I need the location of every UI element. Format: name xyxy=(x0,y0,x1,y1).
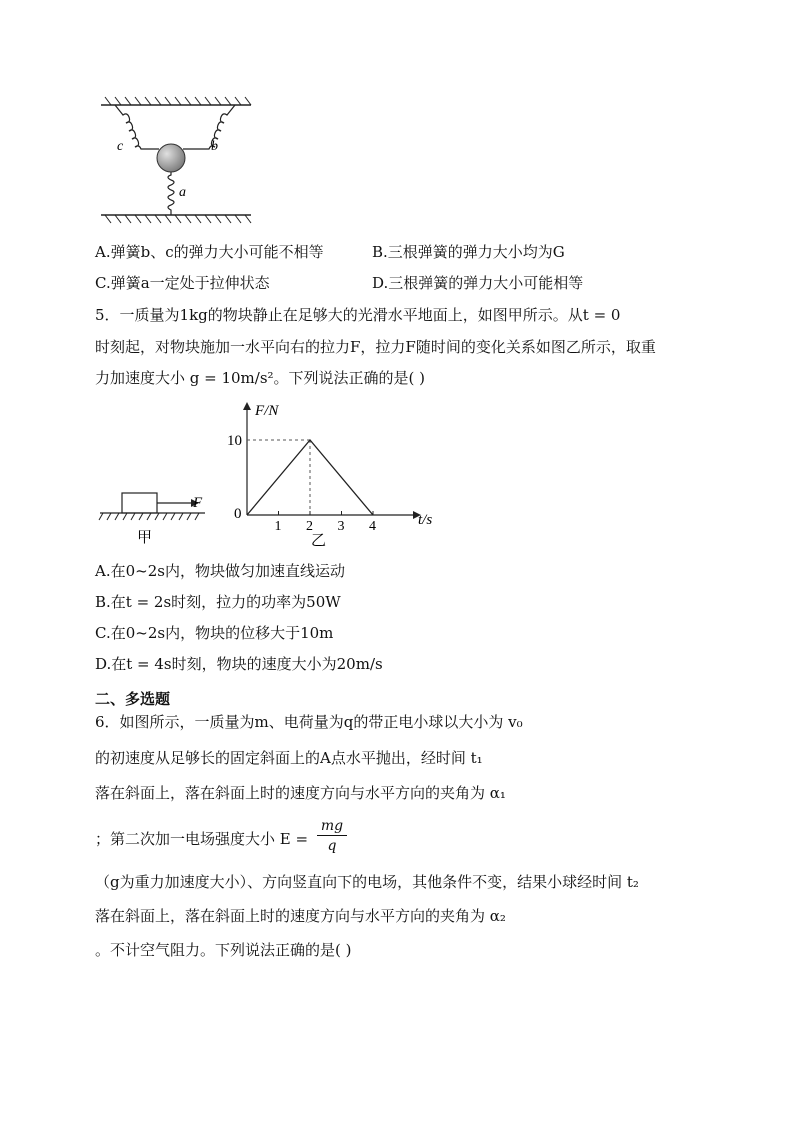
chart-title: 乙 xyxy=(311,533,327,549)
q5-option-b: B.在t = 2s时刻，拉力的功率为50W xyxy=(95,593,341,611)
x-tick-label-4: 4 xyxy=(369,519,376,534)
q6-line-2: 的初速度从足够长的固定斜面上的A点水平抛出，经时间 t₁ xyxy=(95,749,483,767)
q6-line-7: 。不计空气阻力。下列说法正确的是( ) xyxy=(95,941,352,959)
force-label-f: F xyxy=(193,495,203,511)
spring-ball-figure xyxy=(95,95,265,230)
q5-option-a: A.在0~2s内，物块做匀加速直线运动 xyxy=(95,562,345,580)
fraction-denominator: q xyxy=(327,838,337,854)
q4-option-a: A.弹簧b、c的弹力大小可能不相等 xyxy=(95,243,324,261)
q6-line-6: 落在斜面上，落在斜面上时的速度方向与水平方向的夹角为 α₂ xyxy=(95,907,506,925)
field-strength-fraction xyxy=(317,817,347,856)
x-tick-label-3: 3 xyxy=(337,519,345,534)
q4-option-d: D.三根弹簧的弹力大小可能相等 xyxy=(372,274,584,292)
label-c: c xyxy=(117,139,124,154)
x-tick-label-1: 1 xyxy=(274,519,282,534)
q5-option-d: D.在t = 4s时刻，物块的速度大小为20m/s xyxy=(95,655,383,673)
x-axis-label: t/s xyxy=(418,512,433,528)
label-b: b xyxy=(211,139,218,154)
section-heading: 二、多选题 xyxy=(95,690,171,708)
force-time-chart xyxy=(225,398,445,550)
q5-option-c: C.在0~2s内，物块的位移大于10m xyxy=(95,624,334,642)
q5-line-1: 5．一质量为1kg的物块静止在足够大的光滑水平地面上，如图甲所示。从t = 0 xyxy=(95,306,621,324)
block-figure-jia xyxy=(95,488,235,548)
fraction-numerator: mg xyxy=(317,817,347,836)
y-axis-arrow xyxy=(243,402,251,410)
q6-line-4-prefix: ；第二次加一电场强度大小 E = xyxy=(95,830,309,848)
q4-option-b: B.三根弹簧的弹力大小均为G xyxy=(372,243,565,261)
y-axis-label: F/N xyxy=(255,403,279,419)
figure-label-jia: 甲 xyxy=(137,530,153,546)
q6-line-3: 落在斜面上，落在斜面上时的速度方向与水平方向的夹角为 α₁ xyxy=(95,784,506,802)
q6-line-1: 6．如图所示，一质量为m、电荷量为q的带正电小球以大小为 v₀ xyxy=(95,713,523,731)
origin-label: 0 xyxy=(234,506,242,522)
q5-line-2: 时刻起，对物块施加一水平向右的拉力F，拉力F随时间的变化关系如图乙所示，取重 xyxy=(95,338,656,356)
q4-option-c: C.弹簧a一定处于拉伸状态 xyxy=(95,274,270,292)
q6-line-5: （g为重力加速度大小）、方向竖直向下的电场，其他条件不变，结果小球经时间 t₂ xyxy=(95,873,639,891)
x-tick-label-2: 2 xyxy=(306,519,313,534)
q5-line-3: 力加速度大小 g = 10m/s²。下列说法正确的是( ) xyxy=(95,369,426,387)
label-a: a xyxy=(179,185,186,200)
y-tick-label-10: 10 xyxy=(227,433,242,449)
